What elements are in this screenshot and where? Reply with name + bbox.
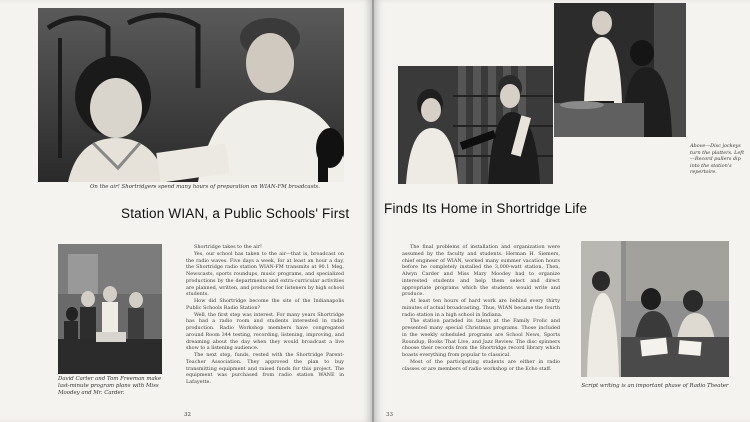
left-body-column [186,244,344,386]
right-paragraph: The station paraded its talent at the Family Frolic and presented many special Christmas programs. Those included in the weekly scheduled programs are School News, Sports Roundup, Books That Live, and Jazz Review. The disc spinners choose their records from the Shortridge record library which boasts everything from popular to classical. [402,318,560,358]
right-page [374,0,750,422]
disc-jockeys-photo [554,3,686,137]
left-paragraph: Yes, our school has taken to the air—that is, broadcast on the radio waves. Five days a week, for at least an hour a day, the Shortridge radio station WIAN-FM transmits at 90.1 Meg. Newscasts, sports roundups, music programs, and specialized productions by the departments and extra-curricular activities are planned, written, and produced for listeners by high school students. [186,250,344,298]
left-headline: Station WIAN, a Public Schools' First [121,206,350,221]
bottom-photo-caption: Script writing is an important phase of Radio Theater [581,383,729,389]
top-photo-caption: On the air! Shortridgers spend many hours of preparation on WIAN-FM broadcasts. [89,184,321,190]
right-paragraph: The final problems of installation and organization were assumed by the faculty and students. Herman H. Siemers, chief engineer of WIAN, worked many summer vacation hours before he completely installed the 3,000-watt station. Then, Alwyn Carder and Miss Mary Moodey had to organize interested students and help them select and direct appropriate programs which the students would write and produce. [402,244,560,298]
right-paragraph: At least ten hours of hard work are behind every thirty minutes of actual broadcasting. Thus, WIAN became the fourth radio station in a high school in Indiana. [402,298,560,318]
left-paragraph: Well, the first step was interest. For many years Shortridge has had a radio room and students interested in radio production. Radio Workshop members have congregated around Room 344 testing, recording, listening, improving, and dreaming about the day when they would broadcast a live show to a listening audience. [186,311,344,352]
script-writing-photo [581,241,729,377]
page-number-left: 32 [184,412,191,418]
on-air-broadcast-photo [38,8,344,182]
right-headline: Finds Its Home in Shortridge Life [384,201,588,216]
left-paragraph: How did Shortridge become the site of the Indianapolis Public Schools Radio Station? [186,298,344,311]
record-pullers-photo [398,66,553,184]
left-paragraph: Shortridge takes to the air! [194,244,262,250]
left-page [0,0,372,422]
inset-photo-caption: David Carter and Tom Freeman make last-minute program plans with Miss Moodey and Mr. Carder. [58,376,162,396]
program-planning-photo [58,244,162,374]
right-body-column [402,244,560,372]
top-photo-caption-right: Above—Disc jockeys turn the platters. Left—Record pullers dip into the station's repertoire. [690,143,745,175]
left-paragraph: The next step, funds, rested with the Shortridge Parent-Teacher Association. They approved the plan to buy transmitting equipment and raised funds for this project. The equipment was purchased from radio station WANE in Lafayette. [186,352,344,385]
page-number-right: 33 [386,412,393,418]
right-paragraph: Most of the participating students are either in radio classes or are members of radio workshop or the Echo staff. [402,358,560,372]
